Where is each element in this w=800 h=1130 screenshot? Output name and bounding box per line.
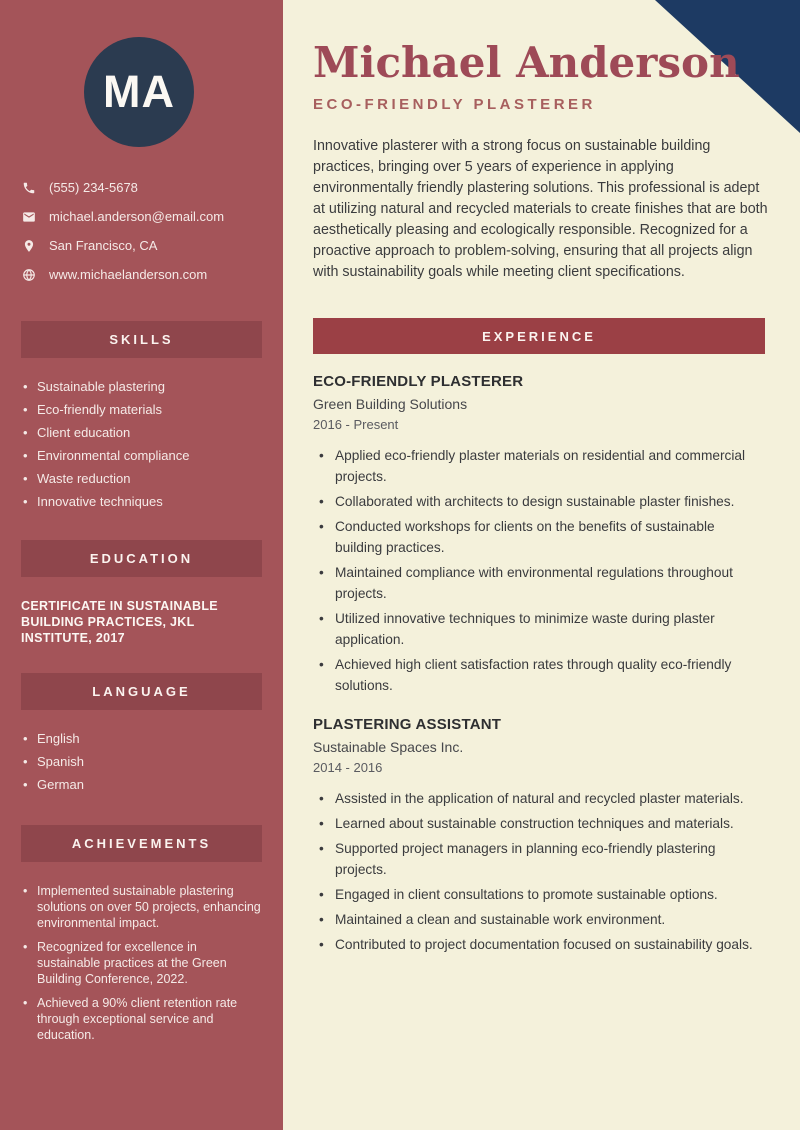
language-item: • Spanish [21,755,262,769]
achievements-list [21,883,262,1043]
education-text: CERTIFICATE IN SUSTAINABLE BUILDING PRACTICES, JKL INSTITUTE, 2017 [21,599,218,645]
skill-item: • Client education [21,426,262,440]
website-text: www.michaelanderson.com [49,267,208,282]
person-name: Michael Anderson [313,38,740,87]
phone-text: (555) 234-5678 [49,180,138,195]
location-pin-icon [22,239,36,253]
job-bullet: • Achieved high client satisfaction rates through quality eco-friendly solutions. [313,654,765,696]
language-list [21,732,262,792]
contact-website [22,267,272,282]
achievements-section [21,825,262,1051]
avatar-initials: MA [103,66,175,117]
job-bullet: • Maintained a clean and sustainable work environment. [313,909,765,930]
job-dates: 2016 - Present [313,417,399,432]
job-dates: 2014 - 2016 [313,760,383,775]
avatar [84,37,194,147]
job-bullet: • Collaborated with architects to design sustainable plaster finishes. [313,491,765,512]
skill-item: • Innovative techniques [21,495,262,509]
phone-icon [22,181,36,195]
email-icon [22,210,36,224]
job-entry [313,716,765,955]
language-item: • German [21,778,262,792]
skills-list [21,380,262,509]
language-header: LANGUAGE [21,673,262,710]
skill-item: • Eco-friendly materials [21,403,262,417]
contact-email [22,209,272,224]
summary-paragraph: Innovative plasterer with a strong focus on sustainable building practices, bringing over 5 years of experience in applying environmentally friendly plastering solutions. This professional is adept at utilizing natural and recycled materials to create finishes that are both aesthetically pleasing and ecologically responsible. Recognized for a proactive approach to problem-solving, ensuring that all projects align with sustainability goals while meeting client specifications. [313,138,768,280]
job-bullet: • Engaged in client consultations to promote sustainable options. [313,884,765,905]
language-section [21,673,262,801]
job-bullet-list [313,788,765,955]
job-bullet: • Contributed to project documentation focused on sustainability goals. [313,934,765,955]
experience-header: EXPERIENCE [313,318,765,354]
job-bullet: • Conducted workshops for clients on the benefits of sustainable building practices. [313,516,765,558]
job-bullet: • Applied eco-friendly plaster materials on residential and commercial projects. [313,445,765,487]
job-bullet: • Learned about sustainable construction techniques and materials. [313,813,765,834]
skill-item: • Waste reduction [21,472,262,486]
location-text: San Francisco, CA [49,238,158,253]
education-section [21,540,262,646]
contact-location [22,238,272,253]
job-title: ECO-FRIENDLY PLASTERER [313,373,524,390]
skill-item: • Sustainable plastering [21,380,262,394]
education-header: EDUCATION [21,540,262,577]
job-bullet: • Supported project managers in planning eco-friendly plastering projects. [313,838,765,880]
job-bullet: • Assisted in the application of natural and recycled plaster materials. [313,788,765,809]
sidebar [0,0,283,1130]
globe-icon [22,268,36,282]
achievement-item: • Recognized for excellence in sustainable practices at the Green Building Conference, 2022. [21,939,261,987]
skills-section [21,321,262,518]
job-bullet: • Maintained compliance with environmental regulations throughout projects. [313,562,765,604]
job-bullet-list [313,445,765,696]
job-company: Green Building Solutions [313,396,468,412]
job-company: Sustainable Spaces Inc. [313,739,464,755]
contact-block [22,180,272,296]
job-bullet: • Utilized innovative techniques to minimize waste during plaster application. [313,608,765,650]
achievements-header: ACHIEVEMENTS [21,825,262,862]
language-item: • English [21,732,262,746]
email-text: michael.anderson@email.com [49,209,225,224]
skills-header: SKILLS [21,321,262,358]
resume-header [313,38,773,113]
person-job-title: ECO-FRIENDLY PLASTERER [313,96,596,113]
experience-section [313,318,765,959]
achievement-item: • Implemented sustainable plastering solutions on over 50 projects, enhancing environmental impact. [21,883,261,931]
job-title: PLASTERING ASSISTANT [313,716,502,733]
contact-phone [22,180,272,195]
skill-item: • Environmental compliance [21,449,262,463]
achievement-item: • Achieved a 90% client retention rate through exceptional service and education. [21,995,261,1043]
job-entry [313,373,765,696]
